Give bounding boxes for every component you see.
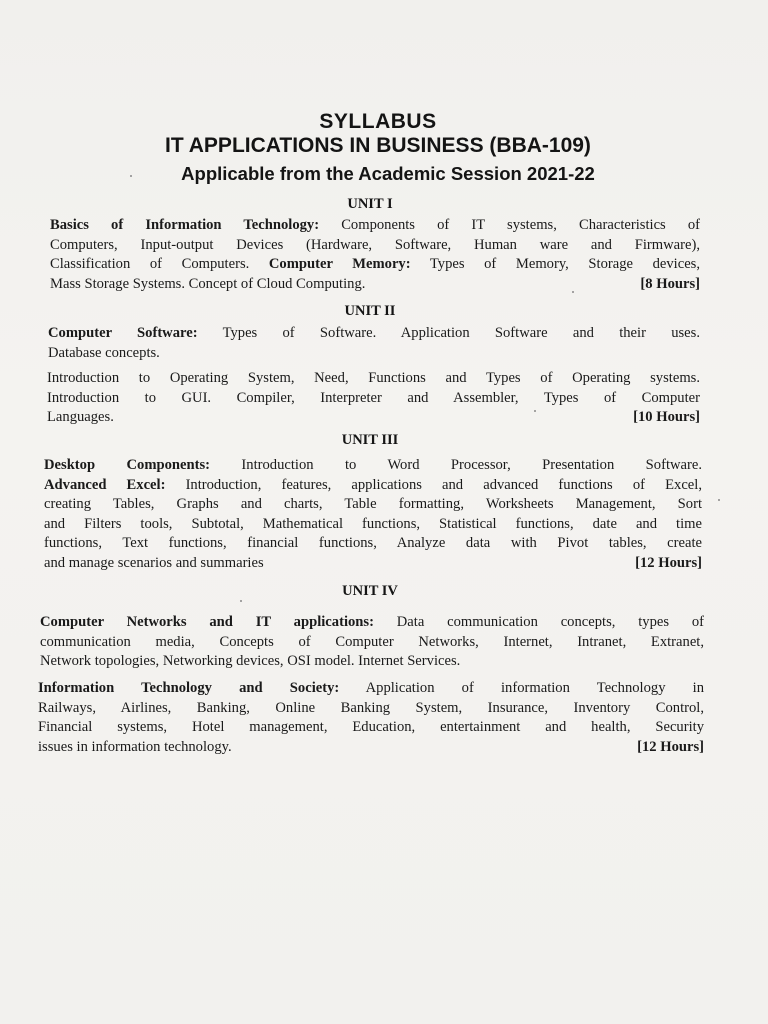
topic-text: Railways, Airlines, Banking, Online Banking System, Insurance, Inventory Control, [38,699,704,716]
topic-text: Components of IT systems, Characteristics of [319,217,700,233]
text-line [50,216,700,236]
text-line [38,679,704,699]
page-title: SYLLABUS [319,110,437,133]
topic-text: Types of Memory, Storage devices, [410,256,700,272]
text-line [44,495,702,515]
text-line [38,718,704,738]
topic-text: creating Tables, Graphs and charts, Table formatting, Worksheets Management, Sort [44,496,702,512]
line-text [50,275,365,295]
topic-text: and manage scenarios and summaries [44,554,264,571]
text-line [44,456,702,476]
text-line [44,534,702,554]
text-line [38,699,704,719]
scan-speck [718,499,720,501]
unit-heading: UNIT I [347,196,393,212]
topic-text: Introduction, features, applications and advanced functions of Excel, [165,476,702,493]
unit-paragraph [40,613,704,672]
scan-speck [240,600,242,602]
topic-text: Introduction to GUI. Compiler, Interpreter and Assembler, Types of Computer [47,389,700,406]
topic-text: functions, Text functions, financial functions, Analyze data with Pivot tables, create [44,535,702,551]
hours-label: [10 Hours] [633,409,700,425]
unit-paragraph [44,456,702,573]
topic-heading: Basics of Information Technology: [50,217,320,233]
hours-label: [12 Hours] [635,554,702,571]
scan-speck [534,410,536,412]
unit-paragraph [50,216,700,294]
text-line [44,476,702,496]
hours-label: [12 Hours] [637,738,704,755]
text-line [38,738,704,758]
topic-text: Classification of Computers. [50,256,269,272]
topic-text: and Filters tools, Subtotal, Mathematical functions, Statistical functions, date and time [44,515,702,532]
text-line [40,652,704,672]
topic-text: Data communication concepts, types of [373,614,704,630]
topic-text: issues in information technology. [38,738,232,755]
session-subtitle: Applicable from the Academic Session 2021-22 [181,163,595,184]
line-text [44,554,264,574]
unit-heading: UNIT III [341,432,399,448]
line-text [38,738,232,758]
text-line [44,515,702,535]
text-line [48,324,700,344]
topic-heading: Computer Software: [48,325,198,341]
text-line [47,369,700,389]
line-text [47,408,114,428]
topic-heading: Computer Memory: [268,256,411,272]
text-line [48,344,700,364]
topic-text: Languages. [47,409,114,425]
text-line [40,613,704,633]
text-line [50,236,700,256]
topic-text: Network topologies, Networking devices, OSI model. Internet Services. [40,653,461,669]
text-line [47,389,700,409]
topic-text: Mass Storage Systems. Concept of Cloud Computing. [50,275,366,292]
topic-text: Introduction to Word Processor, Presentation Software. [210,457,703,473]
unit-paragraph [47,369,700,428]
topic-text: Application of information Technology in [339,680,705,696]
topic-heading: Computer Networks and IT applications: [40,614,374,630]
topic-heading: Information Technology and Society: [38,680,340,696]
text-line [50,275,700,295]
unit-heading: UNIT II [344,303,396,319]
unit-heading: UNIT IV [342,583,398,599]
topic-heading: Desktop Components: [44,457,211,473]
topic-heading: Advanced Excel: [44,476,166,493]
hours-label: [8 Hours] [640,275,700,292]
scan-speck [130,175,132,177]
text-line [40,633,704,653]
unit-paragraph [48,324,700,363]
text-line [44,554,702,574]
topic-text: Financial systems, Hotel management, Education, entertainment and health, Security [38,719,704,735]
topic-text: Introduction to Operating System, Need, Functions and Types of Operating systems. [47,370,700,386]
unit-paragraph [38,679,704,757]
topic-text: Computers, Input-output Devices (Hardware, Software, Human ware and Firmware), [50,236,700,253]
scan-speck [572,291,574,293]
text-line [50,255,700,275]
topic-text: Types of Software. Application Software and their uses. [197,325,700,341]
text-line [47,408,700,428]
topic-text: communication media, Concepts of Computer Networks, Internet, Intranet, Extranet, [40,633,704,650]
course-title: IT APPLICATIONS IN BUSINESS (BBA-109) [165,134,591,157]
topic-text: Database concepts. [48,344,160,361]
